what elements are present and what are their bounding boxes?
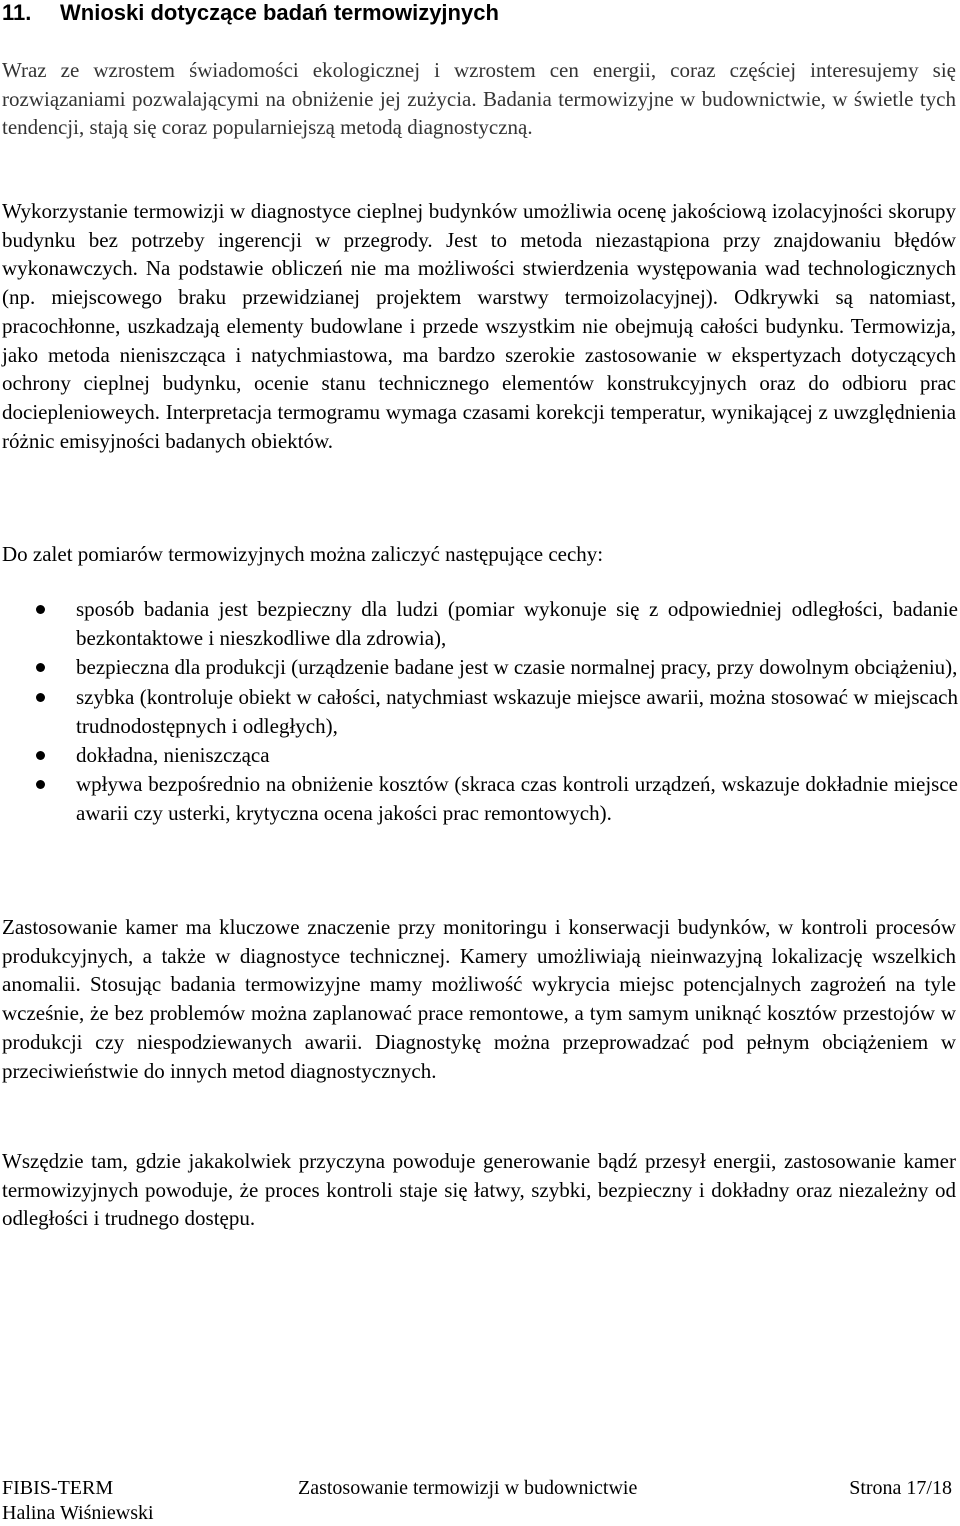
paragraph-diagnostics-text: Wykorzystanie termowizji w diagnostyce cieplnej budynków umożliwia ocenę jakościową izolacyjności skorupy budynku bez potrzeby ingerencji w przegrody. Jest to metoda niezastąpiona przy znajdowaniu błędów wykonawczych. Na podstawie obliczeń nie ma możliwości stwierdzenia występowania wad technologicznych (np. miejscowego braku przewidzianej projektem warstwy termoizolacyjnej). Odkrywki są natomiast, pracochłonne, uszkadzają elementy budowlane i przede wszystkim nie obejmują całości budynku. Termowizja, jako metoda nieniszcząca i natychmiastowa, ma bardzo szerokie zastosowanie w ekspertyzach dotyczących ochrony cieplnej budynku, ocenie stanu technicznego elementów konstrukcyjnych oraz do odbioru prac docieplenioweych.: [2, 199, 956, 424]
footer-page-number: Strona 17/18: [849, 1477, 952, 1499]
list-item-text: wpływa bezpośrednio na obniżenie kosztów (skraca czas kontroli urządzeń, wskazuje dokładnie miejsce awarii czy usterki, krytyczna ocena jakości prac remontowych).: [76, 772, 958, 826]
paragraph-conclusion: Wszędzie tam, gdzie jakakolwiek przyczyna powoduje generowanie bądź przesył energii, zastosowanie kamer termowizyjnych powoduje, że proces kontroli staje się łatwy, szybki, bezpieczny i dokładny oraz niezależny od odległości i trudnego dostępu.: [2, 1149, 956, 1231]
paragraph-cameras: Zastosowanie kamer ma kluczowe znaczenie przy monitoringu i konserwacji budynków, w kontroli procesów produkcyjnych, a także w diagnostyce technicznej. Kamery umożliwiają nieinwazyjną lokalizację wszelkich anomalii. Stosując badania termowizyjne mamy możliwość wykrycia miejsc potencjalnych zagrożeń na tyle wcześnie, że bez problemów można zaplanować prace remontowe, a tym samym uniknąć kosztów przestojów w produkcji czy niespodziewanych awarii. Diagnostykę można przeprowadzać pod pełnym obciążeniem w przeciwieństwie do innych metod diagnostycznych.: [2, 915, 956, 1083]
footer-document-title: Zastosowanie termowizji w budownictwie: [298, 1477, 638, 1499]
advantages-list: [0, 595, 958, 829]
intro-paragraph: Wraz ze wzrostem świadomości ekologicznej i wzrostem cen energii, coraz częściej interesujemy się rozwiązaniami pozwalającymi na obniżenie jej zużycia. Badania termowizyjne w budownictwie, w świetle tych tendencji, stają się coraz popularniejszą metodą diagnostyczną.: [2, 58, 956, 140]
page-footer: [2, 1476, 952, 1526]
section-number: 11.: [2, 0, 32, 25]
section-heading: [2, 0, 499, 28]
paragraph-diagnostics: [2, 197, 956, 455]
bullet-icon: [36, 780, 45, 789]
bullet-icon: [36, 693, 45, 702]
footer-row: [2, 1476, 952, 1501]
bullet-icon: [36, 751, 45, 760]
list-item: [0, 595, 958, 653]
list-item-text: sposób badania jest bezpieczny dla ludzi (pomiar wykonuje się z odpowiedniej odległości, badanie bezkontaktowe i nieszkodliwe dla zdrowia),: [76, 597, 958, 651]
list-item: [0, 770, 958, 828]
list-item-text: dokładna, nieniszcząca: [76, 743, 270, 768]
advantages-intro: Do zalet pomiarów termowizyjnych można zaliczyć następujące cechy:: [2, 542, 604, 566]
list-item-text: szybka (kontroluje obiekt w całości, natychmiast wskazuje miejsce awarii, można stosować w miejscach trudnodostępnych i odległych),: [76, 684, 958, 738]
footer-author: Halina Wiśniewski: [2, 1502, 154, 1524]
section-title: Wnioski dotyczące badań termowizyjnych: [60, 0, 499, 25]
footer-company: FIBIS-TERM: [2, 1477, 114, 1499]
list-item: [0, 653, 958, 682]
bullet-icon: [36, 663, 45, 672]
list-item-text: bezpieczna dla produkcji (urządzenie badane jest w czasie normalnej pracy, przy dowolnym obciążeniu),: [76, 655, 958, 680]
list-item: [0, 741, 958, 770]
bullet-icon: [36, 605, 45, 614]
paragraph-diagnostics-interpretation: Interpretacja termogramu wymaga czasami korekcji temperatur, wynikającej z uwzględnienia różnic emisyjności badanych obiektów.: [2, 399, 957, 453]
list-item: [0, 683, 958, 741]
footer-row: [2, 1501, 952, 1526]
